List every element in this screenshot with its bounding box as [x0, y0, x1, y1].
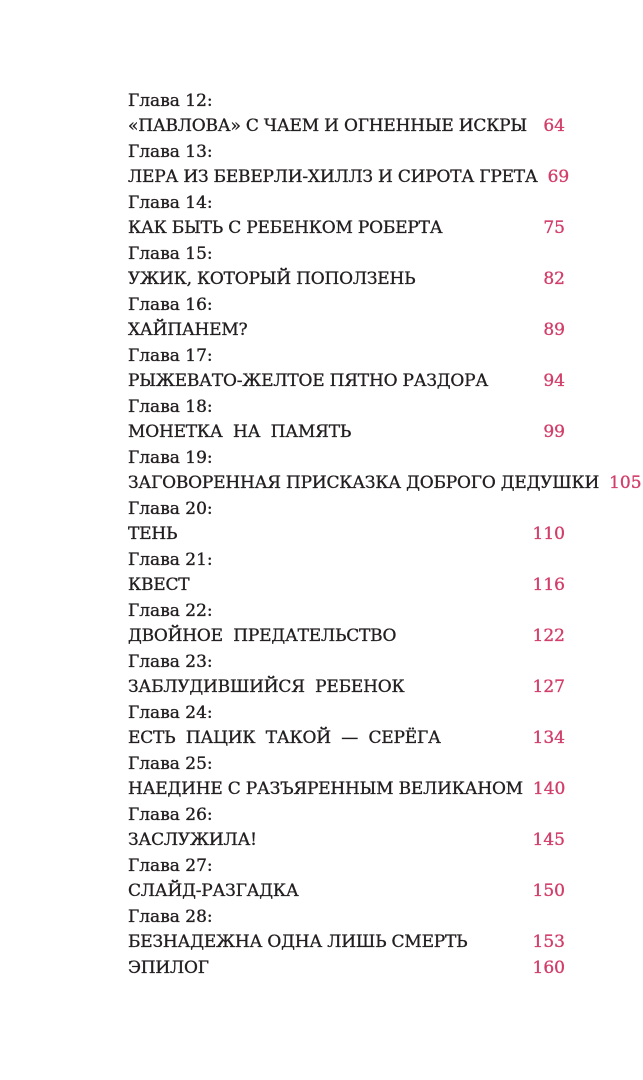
toc-chapter-label: Глава 20:: [128, 499, 213, 519]
toc-title: УЖИК, КОТОРЫЙ ПОПОЛЗЕНЬ: [128, 269, 416, 289]
toc-page-number: 89: [543, 320, 565, 340]
toc-title: ЗАСЛУЖИЛА!: [128, 830, 257, 850]
toc-entry[interactable]: [128, 242, 565, 292]
toc-page-number: 75: [543, 218, 565, 238]
toc-title-line: [128, 624, 565, 649]
toc-title: КАК БЫТЬ С РЕБЕНКОМ РОБЕРТА: [128, 218, 443, 238]
toc-title-line: [128, 267, 565, 292]
toc-chapter-label: Глава 18:: [128, 397, 213, 417]
toc-chapter-label: Глава 14:: [128, 193, 213, 213]
toc-title: ЭПИЛОГ: [128, 958, 209, 978]
toc-entry[interactable]: [128, 191, 565, 241]
toc-title-line: [128, 369, 565, 394]
toc-title: ТЕНЬ: [128, 524, 178, 544]
toc-page-number: 64: [543, 116, 565, 136]
toc-title: СЛАЙД-РАЗГАДКА: [128, 881, 299, 901]
toc-title-line: [128, 216, 565, 241]
toc-title: РЫЖЕВАТО-ЖЕЛТОЕ ПЯТНО РАЗДОРА: [128, 371, 489, 391]
toc-title: МОНЕТКА НА ПАМЯТЬ: [128, 422, 352, 442]
toc-page-number: 134: [532, 728, 565, 748]
toc-page-number: 160: [532, 958, 565, 978]
toc-chapter-label: Глава 27:: [128, 856, 213, 876]
toc-title: «ПАВЛОВА» С ЧАЕМ И ОГНЕННЫЕ ИСКРЫ: [128, 116, 527, 136]
toc-chapter-label: Глава 28:: [128, 907, 213, 927]
toc-page-number: 116: [532, 575, 565, 595]
toc-chapter-label: Глава 13:: [128, 142, 213, 162]
toc-page-number: 105: [609, 473, 642, 493]
toc-title: ХАЙПАНЕМ?: [128, 320, 248, 340]
toc-page-number: 82: [543, 269, 565, 289]
toc-title: КВЕСТ: [128, 575, 190, 595]
toc-chapter-label: Глава 22:: [128, 601, 213, 621]
toc-chapter-label: Глава 16:: [128, 295, 213, 315]
toc-chapter-label: Глава 25:: [128, 754, 213, 774]
toc-title-line: [128, 318, 565, 343]
toc-chapter-label: Глава 24:: [128, 703, 213, 723]
toc-page-number: 153: [532, 932, 565, 952]
toc-entry[interactable]: [128, 956, 565, 981]
toc-title: НАЕДИНЕ С РАЗЪЯРЕННЫМ ВЕЛИКАНОМ: [128, 779, 523, 799]
toc-page-number: 122: [532, 626, 565, 646]
toc-title-line: [128, 828, 565, 853]
toc-chapter-label: Глава 23:: [128, 652, 213, 672]
toc-title-line: [128, 879, 565, 904]
toc-entry[interactable]: [128, 293, 565, 343]
toc-chapter-label: Глава 21:: [128, 550, 213, 570]
toc-title-line: [128, 165, 570, 190]
toc-title-line: [128, 777, 565, 802]
toc-page-number: 110: [532, 524, 565, 544]
toc-entry[interactable]: [128, 497, 565, 547]
toc-entry[interactable]: [128, 395, 565, 445]
toc-title: ЕСТЬ ПАЦИК ТАКОЙ — СЕРЁГА: [128, 728, 441, 748]
table-of-contents: [128, 89, 642, 982]
toc-page-number: 94: [543, 371, 565, 391]
toc-title-line: [128, 471, 642, 496]
toc-title-line: [128, 573, 565, 598]
toc-page-number: 140: [532, 779, 566, 799]
toc-title: ДВОЙНОЕ ПРЕДАТЕЛЬСТВО: [128, 626, 397, 646]
toc-title-line: [128, 675, 565, 700]
toc-page-number: 99: [543, 422, 565, 442]
toc-entry[interactable]: [128, 752, 565, 802]
toc-entry[interactable]: [128, 344, 565, 394]
toc-chapter-label: Глава 17:: [128, 346, 213, 366]
toc-page-number: 69: [547, 167, 570, 187]
toc-entry[interactable]: [128, 701, 565, 751]
toc-title: ЛЕРА ИЗ БЕВЕРЛИ-ХИЛЛЗ И СИРОТА ГРЕТА: [128, 167, 538, 187]
toc-title-line: [128, 114, 565, 139]
toc-title-line: [128, 522, 565, 547]
toc-page-number: 145: [532, 830, 565, 850]
toc-title: ЗАГОВОРЕННАЯ ПРИСКАЗКА ДОБРОГО ДЕДУШКИ: [128, 473, 600, 493]
toc-entry[interactable]: [128, 89, 565, 139]
toc-page-number: 127: [532, 677, 565, 697]
toc-entry[interactable]: [128, 599, 565, 649]
toc-title-line: [128, 956, 565, 981]
toc-entry[interactable]: [128, 803, 565, 853]
toc-title: ЗАБЛУДИВШИЙСЯ РЕБЕНОК: [128, 677, 405, 697]
toc-entry[interactable]: [128, 905, 565, 955]
toc-entry[interactable]: [128, 548, 565, 598]
toc-title-line: [128, 420, 565, 445]
toc-entry[interactable]: [128, 854, 565, 904]
toc-chapter-label: Глава 19:: [128, 448, 213, 468]
toc-page-number: 150: [532, 881, 565, 901]
toc-chapter-label: Глава 26:: [128, 805, 213, 825]
toc-title-line: [128, 930, 565, 955]
toc-chapter-label: Глава 12:: [128, 91, 213, 111]
toc-entry[interactable]: [128, 446, 642, 496]
toc-title-line: [128, 726, 565, 751]
toc-entry[interactable]: [128, 140, 570, 190]
toc-title: БЕЗНАДЕЖНА ОДНА ЛИШЬ СМЕРТЬ: [128, 932, 468, 952]
toc-chapter-label: Глава 15:: [128, 244, 213, 264]
toc-entry[interactable]: [128, 650, 565, 700]
